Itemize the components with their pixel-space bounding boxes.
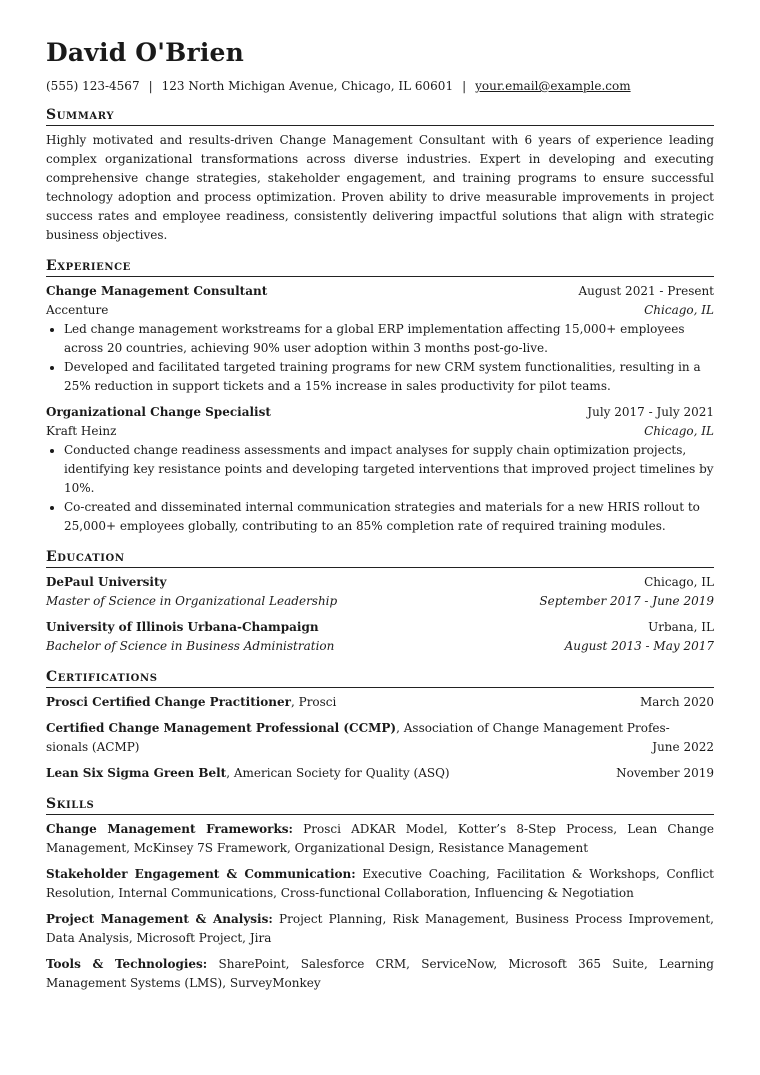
job-entry: [46, 282, 714, 396]
skill-group-label: Tools & Technologies:: [46, 957, 208, 971]
certification-issuer: , Prosci: [290, 695, 337, 709]
certification-issuer-cont: sionals (ACMP): [46, 740, 140, 754]
certification-date: June 2022: [652, 740, 714, 754]
education-entry: [46, 618, 714, 656]
school-location: Chicago, IL: [644, 575, 714, 589]
bullet-item: • Co-created and disseminated internal communication strategies and materials for a new HRIS rollout to 25,000+ employees globally, contributing to an 85% completion rate of required training modules.: [64, 498, 714, 536]
degree-name: Master of Science in Organizational Leadership: [46, 594, 338, 608]
skill-group: [46, 955, 714, 993]
bullet-item: • Led change management workstreams for a global ERP implementation affecting 15,000+ employees across 20 countries, achieving 90% user adoption within 3 months post-go-live.: [64, 320, 714, 358]
certification-item: [46, 693, 714, 712]
company-name: Accenture: [46, 303, 109, 317]
certification-name: Certified Change Management Professional (CCMP): [46, 721, 397, 735]
job-title: Organizational Change Specialist: [46, 405, 271, 419]
summary-section: [46, 107, 714, 245]
phone-number: (555) 123-4567: [46, 79, 140, 93]
school-location: Urbana, IL: [648, 620, 714, 634]
contact-line: [46, 78, 714, 94]
section-title-skills: Skills: [46, 796, 714, 815]
skill-group-label: Stakeholder Engagement & Communication:: [46, 867, 356, 881]
section-title-summary: Summary: [46, 107, 714, 126]
certification-name: Lean Six Sigma Green Belt: [46, 766, 227, 780]
job-entry: [46, 403, 714, 536]
bullet-item: • Developed and facilitated targeted training programs for new CRM system functionalities, resulting in a 25% reduction in support tickets and a 15% increase in sales productivity for pilot teams.: [64, 358, 714, 396]
certification-item: [46, 764, 714, 783]
skill-group-label: Change Management Frameworks:: [46, 822, 293, 836]
skill-group-label: Project Management & Analysis:: [46, 912, 273, 926]
job-bullets: [46, 320, 714, 396]
job-title: Change Management Consultant: [46, 284, 268, 298]
certifications-section: [46, 669, 714, 783]
section-title-certifications: Certifications: [46, 669, 714, 688]
experience-section: [46, 258, 714, 536]
candidate-name: David O'Brien: [46, 38, 244, 67]
skills-section: [46, 796, 714, 993]
section-title-education: Education: [46, 549, 714, 568]
resume-page: [46, 38, 714, 993]
skill-group: [46, 865, 714, 903]
education-dates: August 2013 - May 2017: [564, 639, 714, 653]
skill-group-items: SharePoint, Salesforce CRM, ServiceNow, Microsoft 365 Suite, Learning Management Systems (LMS), SurveyMonkey: [46, 957, 714, 990]
certification-item: [46, 719, 714, 757]
certification-issuer: , American Society for Quality (ASQ): [226, 766, 450, 780]
contact-separator: |: [148, 79, 153, 93]
skill-group: [46, 910, 714, 948]
certification-issuer: , Association of Change Management Profes-: [396, 721, 670, 735]
skill-group: [46, 820, 714, 858]
certification-date: November 2019: [616, 766, 714, 780]
school-name: DePaul University: [46, 575, 167, 589]
email-link[interactable]: your.email@example.com: [475, 79, 631, 93]
education-section: [46, 549, 714, 656]
certification-date: March 2020: [640, 695, 714, 709]
section-title-experience: Experience: [46, 258, 714, 277]
education-entry: [46, 573, 714, 611]
skill-group-items: Project Planning, Risk Management, Business Process Improvement, Data Analysis, Microsoft Project, Jira: [46, 912, 714, 945]
school-name: University of Illinois Urbana-Champaign: [46, 620, 319, 634]
job-dates: August 2021 - Present: [578, 284, 714, 298]
job-bullets: [46, 441, 714, 536]
education-dates: September 2017 - June 2019: [539, 594, 714, 608]
contact-separator: |: [462, 79, 467, 93]
certification-name: Prosci Certified Change Practitioner: [46, 695, 291, 709]
company-name: Kraft Heinz: [46, 424, 117, 438]
job-location: Chicago, IL: [644, 424, 714, 438]
skill-group-items: Prosci ADKAR Model, Kotter’s 8-Step Process, Lean Change Management, McKinsey 7S Framework, Organizational Design, Resistance Management: [46, 822, 714, 855]
summary-text: Highly motivated and results-driven Change Management Consultant with 6 years of experience leading complex organizational transformations across diverse industries. Expert in developing and executing comprehensive change strategies, stakeholder engagement, and training programs to ensure successful technology adoption and process optimization. Proven ability to drive measurable improvements in project success rates and employee readiness, consistently delivering impactful solutions that align with strategic business objectives.: [46, 133, 714, 242]
bullet-item: • Conducted change readiness assessments and impact analyses for supply chain optimization projects, identifying key resistance points and developing targeted interventions that improved project timelines by 10%.: [64, 441, 714, 498]
degree-name: Bachelor of Science in Business Administration: [46, 639, 335, 653]
address: 123 North Michigan Avenue, Chicago, IL 60601: [161, 79, 454, 93]
job-location: Chicago, IL: [644, 303, 714, 317]
skill-group-items: Executive Coaching, Facilitation & Workshops, Conflict Resolution, Internal Communications, Cross-functional Collaboration, Influencing & Negotiation: [46, 867, 714, 900]
job-dates: July 2017 - July 2021: [587, 405, 714, 419]
